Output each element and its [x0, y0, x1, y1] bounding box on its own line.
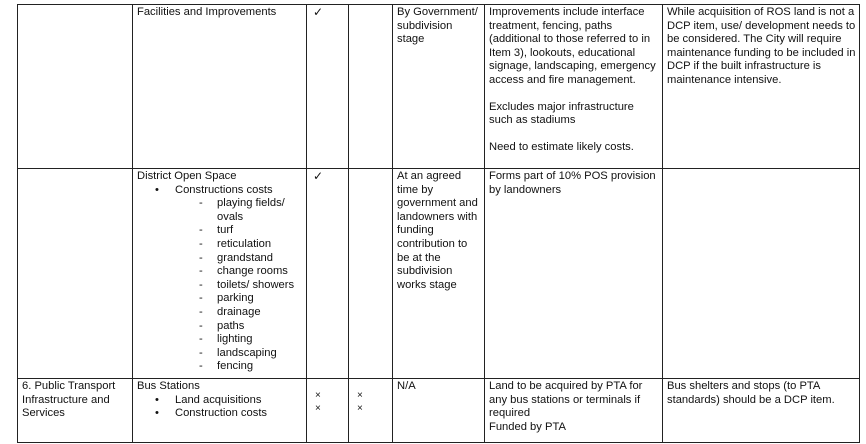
list-item: • Construction costs [155, 407, 303, 421]
table-row [18, 5, 860, 169]
list-item: - grandstand [197, 252, 303, 266]
list-item: - playing fields/ ovals [197, 197, 303, 224]
item-cell [133, 379, 307, 443]
comment-paragraph: Funded by PTA [489, 420, 566, 433]
list-item: - fencing [197, 360, 303, 374]
list-item: - parking [197, 292, 303, 306]
check-mark-cell [307, 169, 349, 379]
list-item [155, 184, 303, 374]
list-item: - turf [197, 224, 303, 238]
mark-cell [349, 5, 393, 169]
check-icon: ✓ [313, 5, 324, 19]
category-cell [18, 169, 133, 379]
item-cell [133, 169, 307, 379]
list-item: - lighting [197, 333, 303, 347]
list-item: - landscaping [197, 347, 303, 361]
notes-cell: Bus shelters and stops (to PTA standards) should be a DCP item. [663, 379, 860, 443]
list-item: - reticulation [197, 238, 303, 252]
table-row [18, 169, 860, 379]
category-cell: 6. Public Transport Infrastructure and Services [18, 379, 133, 443]
cross-icon: × [357, 403, 363, 414]
comment-paragraph: Improvements include interface treatment, fencing, paths (additional to those referred to in Item 3), lookouts, educational signage, landscaping, emergency access and fire management. [489, 6, 656, 86]
cross-icon: × [315, 390, 321, 401]
item-title: Facilities and Improvements [137, 6, 277, 18]
item-title: Bus Stations [137, 380, 200, 392]
timing-cell: N/A [393, 379, 485, 443]
list-item: - paths [197, 320, 303, 334]
infrastructure-table [17, 4, 860, 443]
cross-icon: × [357, 390, 363, 401]
check-icon: ✓ [313, 169, 324, 183]
list-item: • Land acquisitions [155, 394, 303, 408]
list-item: - toilets/ showers [197, 279, 303, 293]
category-cell [18, 5, 133, 169]
dash-list [175, 197, 303, 374]
list-item: - drainage [197, 306, 303, 320]
list-item: - change rooms [197, 265, 303, 279]
cross-mark-cell [349, 379, 393, 443]
comments-cell [485, 5, 663, 169]
bullet-list [137, 184, 303, 374]
bullet-list [137, 394, 303, 421]
comment-paragraph: Need to estimate likely costs. [489, 140, 634, 153]
cross-icon: × [315, 403, 321, 414]
item-cell [133, 5, 307, 169]
timing-cell: At an agreed time by government and landowners with funding contribution to be at the subdivision works stage [393, 169, 485, 379]
notes-cell [663, 169, 860, 379]
notes-cell: While acquisition of ROS land is not a DCP item, use/ development needs to be considered. The City will require maintenance funding to be included in DCP if the built infrastructure is maintenance intensive. [663, 5, 860, 169]
check-mark-cell [307, 5, 349, 169]
comment-paragraph: Excludes major infrastructure such as stadiums [489, 100, 634, 127]
table-row [18, 379, 860, 443]
item-title: District Open Space [137, 170, 237, 182]
comments-cell: Forms part of 10% POS provision by landowners [485, 169, 663, 379]
cross-mark-cell [307, 379, 349, 443]
timing-cell: By Government/ subdivision stage [393, 5, 485, 169]
sub-heading: Constructions costs [175, 183, 273, 196]
mark-cell [349, 169, 393, 379]
comment-paragraph: Land to be acquired by PTA for any bus stations or terminals if required [489, 380, 643, 420]
comments-cell [485, 379, 663, 443]
